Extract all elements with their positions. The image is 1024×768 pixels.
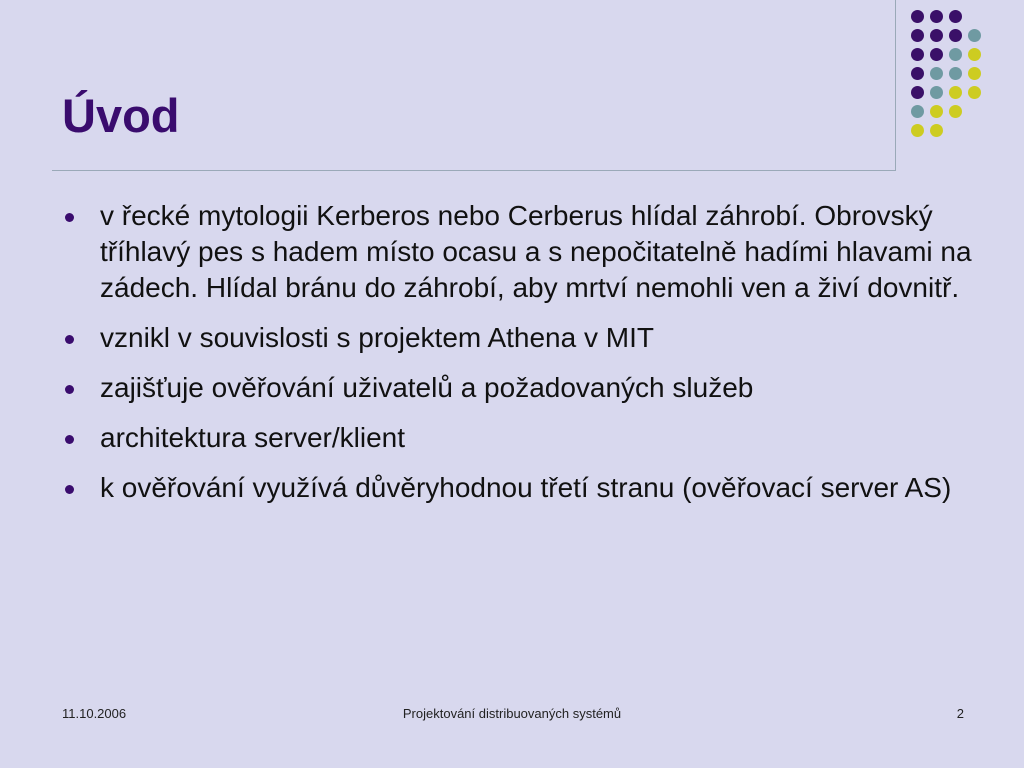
decorative-dot-grid: [905, 10, 995, 150]
bullet-item: [60, 420, 980, 456]
decorative-dot: [911, 86, 924, 99]
decorative-dot: [968, 86, 981, 99]
decorative-dot: [930, 29, 943, 42]
decorative-dot: [930, 67, 943, 80]
bullet-text: k ověřování využívá důvěryhodnou třetí stranu (ověřovací server AS): [100, 472, 952, 503]
footer-page-number: 2: [956, 706, 964, 721]
decorative-dot: [968, 29, 981, 42]
bullet-item: [60, 320, 980, 356]
bullet-icon: [65, 485, 74, 494]
decorative-dot: [949, 29, 962, 42]
bullet-icon: [65, 213, 74, 222]
bullet-text: architektura server/klient: [100, 422, 406, 453]
bullet-text: zajišťuje ověřování uživatelů a požadovaných služeb: [100, 372, 754, 403]
decorative-dot: [968, 67, 981, 80]
decorative-dot: [911, 48, 924, 61]
bullet-item: [60, 198, 980, 306]
decorative-dot: [930, 105, 943, 118]
decorative-dot: [949, 10, 962, 23]
footer-date: 11.10.2006: [62, 706, 127, 721]
decorative-dot: [930, 86, 943, 99]
decorative-dot: [911, 67, 924, 80]
decorative-dot: [949, 48, 962, 61]
bullet-icon: [65, 335, 74, 344]
decorative-dot: [930, 48, 943, 61]
decorative-dot: [911, 105, 924, 118]
title-divider-horizontal: [52, 170, 896, 171]
decorative-dot: [930, 124, 943, 137]
decorative-dot: [949, 86, 962, 99]
decorative-dot: [968, 48, 981, 61]
title-divider-vertical: [895, 0, 896, 171]
decorative-dot: [911, 10, 924, 23]
bullet-list: [60, 198, 980, 520]
decorative-dot: [949, 67, 962, 80]
bullet-icon: [65, 435, 74, 444]
bullet-text: v řecké mytologii Kerberos nebo Cerberus hlídal záhrobí. Obrovský tříhlavý pes s hadem místo ocasu a s nepočitatelně hadími hlavami na zádech. Hlídal bránu do záhrobí, aby mrtví nemohli ven a živí dovnitř.: [100, 200, 972, 303]
decorative-dot: [911, 124, 924, 137]
decorative-dot: [930, 10, 943, 23]
bullet-item: [60, 370, 980, 406]
slide-title: Úvod: [62, 89, 180, 142]
bullet-item: [60, 470, 980, 506]
bullet-icon: [65, 385, 74, 394]
decorative-dot: [949, 105, 962, 118]
decorative-dot: [911, 29, 924, 42]
bullet-text: vznikl v souvislosti s projektem Athena v MIT: [100, 322, 654, 353]
footer-course-title: Projektování distribuovaných systémů: [402, 706, 622, 721]
